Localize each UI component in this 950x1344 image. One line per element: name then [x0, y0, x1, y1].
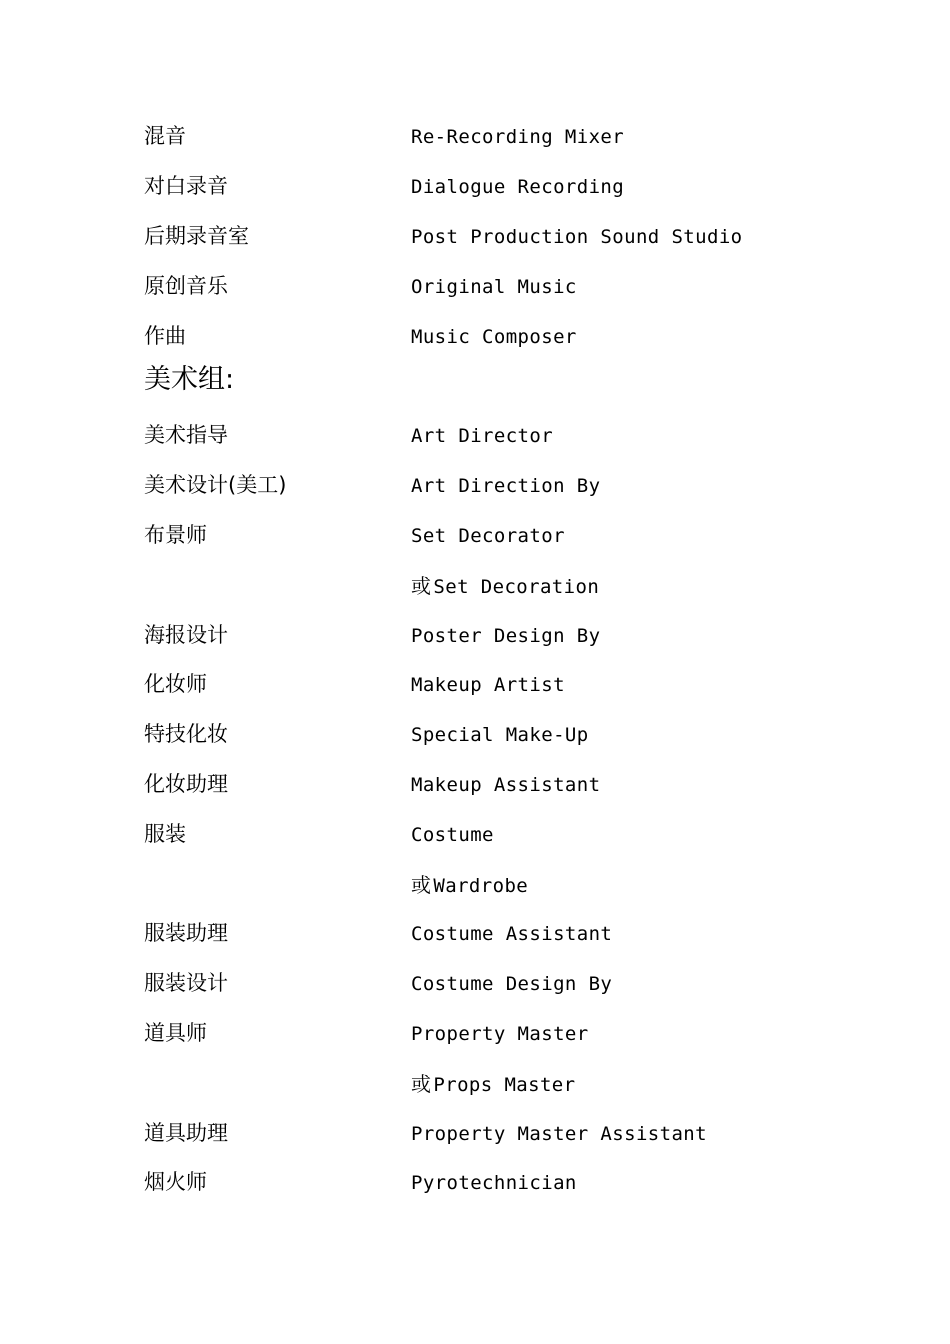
term-chinese: 服装设计 — [144, 971, 228, 995]
term-chinese: 布景师 — [144, 523, 207, 547]
term-row-alternate — [0, 870, 950, 910]
term-english: Music Composer — [411, 326, 577, 348]
term-english: Set Decorator — [411, 525, 565, 547]
term-english: Property Master Assistant — [411, 1123, 707, 1145]
term-english: Re-Recording Mixer — [411, 126, 625, 148]
term-row — [0, 1168, 950, 1208]
alternate-marker: 或 — [411, 873, 432, 897]
term-english: 或 Set Decoration — [411, 574, 600, 598]
term-chinese: 美术指导 — [144, 423, 228, 447]
term-english: 或 Props Master — [411, 1072, 576, 1096]
term-chinese: 化妆师 — [144, 672, 207, 696]
term-row — [0, 122, 950, 162]
term-chinese: 道具助理 — [144, 1121, 228, 1145]
term-row-alternate — [0, 1069, 950, 1109]
term-english: Makeup Artist — [411, 674, 565, 696]
term-row — [0, 172, 950, 212]
term-english: Costume Assistant — [411, 923, 613, 945]
term-english: Art Direction By — [411, 475, 601, 497]
term-row — [0, 770, 950, 810]
term-english: Makeup Assistant — [411, 774, 601, 796]
term-row — [0, 222, 950, 262]
term-english: Post Production Sound Studio — [411, 226, 743, 248]
term-chinese: 美术设计(美工) — [144, 473, 287, 497]
term-row — [0, 1019, 950, 1059]
term-english: 或 Wardrobe — [411, 873, 529, 897]
term-row-alternate — [0, 571, 950, 611]
term-english: Special Make-Up — [411, 724, 589, 746]
term-chinese: 作曲 — [144, 324, 186, 348]
term-chinese: 特技化妆 — [144, 722, 228, 746]
term-chinese: 海报设计 — [144, 623, 228, 647]
term-row — [0, 1119, 950, 1159]
term-chinese: 化妆助理 — [144, 772, 228, 796]
alternate-marker: 或 — [411, 574, 432, 598]
term-english: Art Director — [411, 425, 554, 447]
term-chinese: 烟火师 — [144, 1170, 207, 1194]
term-english: Property Master — [411, 1023, 589, 1045]
term-english: Original Music — [411, 276, 577, 298]
term-row — [0, 421, 950, 461]
term-row — [0, 720, 950, 760]
term-row — [0, 521, 950, 561]
term-chinese: 道具师 — [144, 1021, 207, 1045]
term-english: Pyrotechnician — [411, 1172, 577, 1194]
term-english: Costume — [411, 824, 494, 846]
alternate-marker: 或 — [411, 1072, 432, 1096]
term-row — [0, 471, 950, 511]
term-row — [0, 322, 950, 362]
term-chinese: 服装助理 — [144, 921, 228, 945]
term-english: Dialogue Recording — [411, 176, 625, 198]
term-chinese: 后期录音室 — [144, 224, 249, 248]
term-chinese: 混音 — [144, 124, 186, 148]
term-english: Poster Design By — [411, 625, 601, 647]
term-chinese: 服装 — [144, 822, 186, 846]
term-chinese: 对白录音 — [144, 174, 228, 198]
term-row — [0, 670, 950, 710]
term-row — [0, 969, 950, 1009]
term-english: Costume Design By — [411, 973, 613, 995]
term-chinese: 原创音乐 — [144, 274, 228, 298]
term-row — [0, 820, 950, 860]
term-row — [0, 621, 950, 661]
section-heading: 美术组: — [144, 364, 235, 395]
term-row — [0, 272, 950, 312]
term-row — [0, 919, 950, 959]
